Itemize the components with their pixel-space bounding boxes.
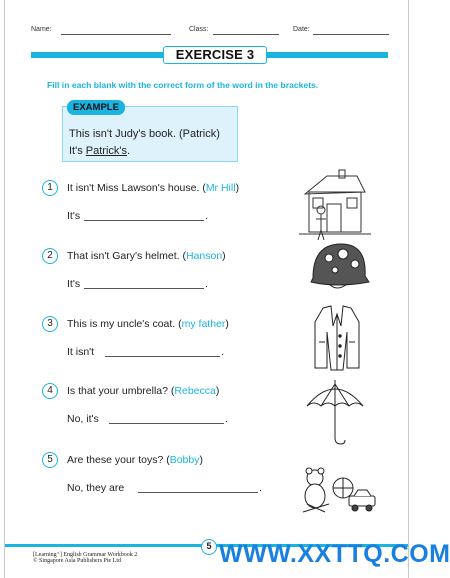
example-answer-line bbox=[69, 145, 130, 157]
question-number: 1 bbox=[42, 180, 58, 196]
question-sentence: That isn't Gary's helmet. ( bbox=[67, 250, 186, 262]
question-hint: my father bbox=[181, 318, 226, 330]
answer-prefix: It isn't bbox=[67, 346, 95, 358]
question-number: 4 bbox=[42, 383, 58, 399]
answer-end: . bbox=[259, 482, 262, 494]
question-hint: Hanson bbox=[185, 250, 223, 262]
answer-prefix: No, it's bbox=[67, 413, 99, 425]
footer-copyright: © Singapore Asia Publishers Pte Ltd bbox=[33, 558, 122, 564]
student-info-header bbox=[31, 24, 388, 38]
date-label: Date: bbox=[293, 26, 310, 33]
example-sentence: This isn't Judy's book. (Patrick) bbox=[69, 128, 220, 140]
answer-prefix: No, they are bbox=[67, 482, 125, 494]
question-hint: Mr Hill bbox=[205, 182, 236, 194]
helmet-icon bbox=[307, 236, 371, 294]
question-text bbox=[67, 182, 239, 194]
name-label: Name: bbox=[31, 26, 52, 33]
answer-blank[interactable] bbox=[109, 423, 224, 424]
question-sentence: Is that your umbrella? ( bbox=[67, 385, 175, 397]
date-line bbox=[313, 34, 389, 35]
question-sentence: This is my uncle's coat. ( bbox=[67, 318, 182, 330]
page-number: 5 bbox=[201, 539, 217, 555]
question-sentence: Are these your toys? ( bbox=[67, 454, 170, 466]
answer-end: . bbox=[221, 346, 224, 358]
instruction-text: Fill in each blank with the correct form of the word in the brackets. bbox=[47, 80, 319, 90]
question-number: 5 bbox=[42, 452, 58, 468]
class-line bbox=[213, 34, 279, 35]
question-hint: Rebecca bbox=[174, 385, 216, 397]
answer-blank[interactable] bbox=[105, 356, 220, 357]
question-close: ) bbox=[215, 385, 220, 397]
example-answer-prefix: It's bbox=[69, 145, 86, 157]
class-label: Class: bbox=[189, 26, 209, 33]
example-box bbox=[62, 102, 238, 162]
question-number: 3 bbox=[42, 316, 58, 332]
answer-prefix: It's bbox=[67, 278, 81, 290]
coat-icon bbox=[311, 302, 363, 374]
question-text bbox=[67, 250, 226, 262]
question-text bbox=[67, 454, 203, 466]
answer-blank[interactable] bbox=[138, 492, 258, 493]
watermark-text: WWW.XXTTQ.COM bbox=[219, 540, 450, 568]
answer-end: . bbox=[225, 413, 228, 425]
example-tag: EXAMPLE bbox=[67, 100, 125, 115]
question-sentence: It isn't Miss Lawson's house. ( bbox=[67, 182, 206, 194]
question-close: ) bbox=[235, 182, 240, 194]
exercise-title: EXERCISE 3 bbox=[175, 47, 255, 62]
example-answer: Patrick's bbox=[85, 145, 127, 157]
worksheet-page bbox=[4, 0, 450, 578]
question-hint: Bobby bbox=[169, 454, 200, 466]
question-close: ) bbox=[199, 454, 203, 466]
answer-end: . bbox=[205, 210, 208, 222]
example-answer-suffix: . bbox=[127, 145, 131, 157]
toys-icon bbox=[299, 464, 379, 516]
question-text bbox=[67, 385, 219, 397]
question-number: 2 bbox=[42, 248, 58, 264]
answer-blank[interactable] bbox=[84, 220, 204, 221]
name-line bbox=[61, 34, 171, 35]
umbrella-icon bbox=[303, 376, 367, 448]
question-text bbox=[67, 318, 229, 330]
answer-end: . bbox=[205, 278, 208, 290]
question-close: ) bbox=[222, 250, 226, 262]
question-close: ) bbox=[225, 318, 229, 330]
exercise-banner bbox=[31, 46, 388, 64]
house-icon bbox=[295, 164, 375, 246]
footer-book-title: [Learning⁺] English Grammar Workbook 2 bbox=[33, 552, 138, 558]
answer-prefix: It's bbox=[67, 210, 81, 222]
answer-blank[interactable] bbox=[84, 288, 204, 289]
